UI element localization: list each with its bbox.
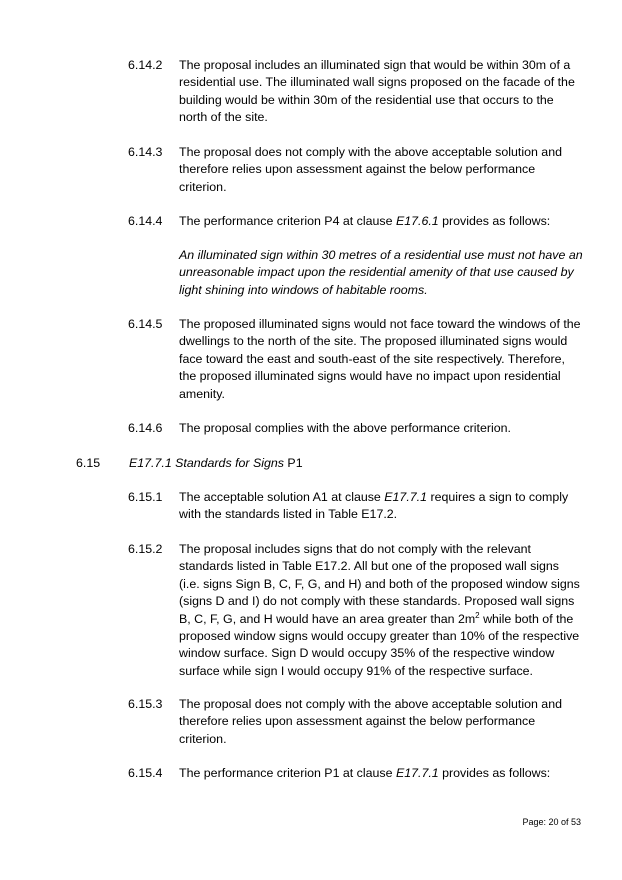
paragraph-number: 6.15.3 [128, 697, 163, 711]
paragraph-text: The proposal does not comply with the above acceptable solution and therefore relies upon assessment against the below performance criterion. [179, 697, 562, 746]
paragraph-number: 6.14.4 [128, 214, 163, 228]
paragraph-number: 6.14.5 [128, 317, 163, 331]
paragraph-text: The proposal includes an illuminated sign that would be within 30m of a residential use. The illuminated wall signs proposed on the facade of the building would be within 30m of the residential use that occurs to the north of the site. [179, 58, 575, 125]
paragraph-text: The proposal complies with the above performance criterion. [179, 421, 511, 435]
paragraph-text: The proposal does not comply with the above acceptable solution and therefore relies upon assessment against the below performance criterion. [179, 145, 562, 194]
text-run: The performance criterion P4 at clause [179, 214, 396, 228]
page-number-footer: Page: 20 of 53 [522, 817, 581, 827]
paragraph-number: 6.14.3 [128, 145, 163, 159]
paragraph-text [179, 541, 583, 680]
text-run: The performance criterion P1 at clause [179, 766, 396, 780]
section-title-italic: E17.7.1 Standards for Signs [129, 456, 284, 470]
paragraph-text [179, 213, 583, 230]
paragraph-text [179, 765, 583, 782]
text-run: provides as follows: [438, 766, 551, 780]
text-run: The proposal includes signs that do not comply with the relevant standards listed in Table E17.2. All but one of the proposed wall signs (i.e. signs Sign B, C, F, G, and H) and both of the proposed window signs (signs D and I) do not comply with these standards. Proposed wall signs B, C, F, G, and H would have an area greater than 2m [179, 542, 580, 626]
text-run: requires a sign to comply with the standards listed in Table E17.2. [179, 490, 569, 522]
superscript: 2 [475, 610, 480, 620]
paragraph-text: The proposed illuminated signs would not face toward the windows of the dwellings to the north of the site. The proposed illuminated signs would face toward the east and south-east of the site respectively. Therefore, the proposed illuminated signs would have no impact upon residential amenity. [179, 317, 581, 401]
text-run: while both of the proposed window signs would occupy greater than 10% of the respective window surface. Sign D would occupy 35% of the respective window surface while sign I would occupy 91% of the respective surface. [179, 611, 580, 678]
clause-reference: E17.7.1 [384, 490, 427, 504]
section-number: 6.15 [76, 456, 101, 470]
section-title-rest: P1 [283, 456, 303, 470]
paragraph-number: 6.15.1 [128, 490, 163, 504]
text-run: provides as follows: [438, 214, 551, 228]
quote-text: An illuminated sign within 30 metres of a residential use must not have an unreasonable impact upon the residential amenity of that use caused by light shining into windows of habitable rooms. [179, 248, 583, 297]
paragraph-number: 6.14.2 [128, 58, 163, 72]
paragraph-text [179, 489, 583, 524]
paragraph-number: 6.14.6 [128, 421, 163, 435]
section-title [129, 455, 533, 472]
clause-reference: E17.7.1 [395, 766, 439, 780]
paragraph-number: 6.15.2 [128, 542, 163, 556]
clause-reference: E17.6.1 [395, 214, 439, 228]
text-run: The acceptable solution A1 at clause [179, 490, 385, 504]
paragraph-number: 6.15.4 [128, 766, 163, 780]
